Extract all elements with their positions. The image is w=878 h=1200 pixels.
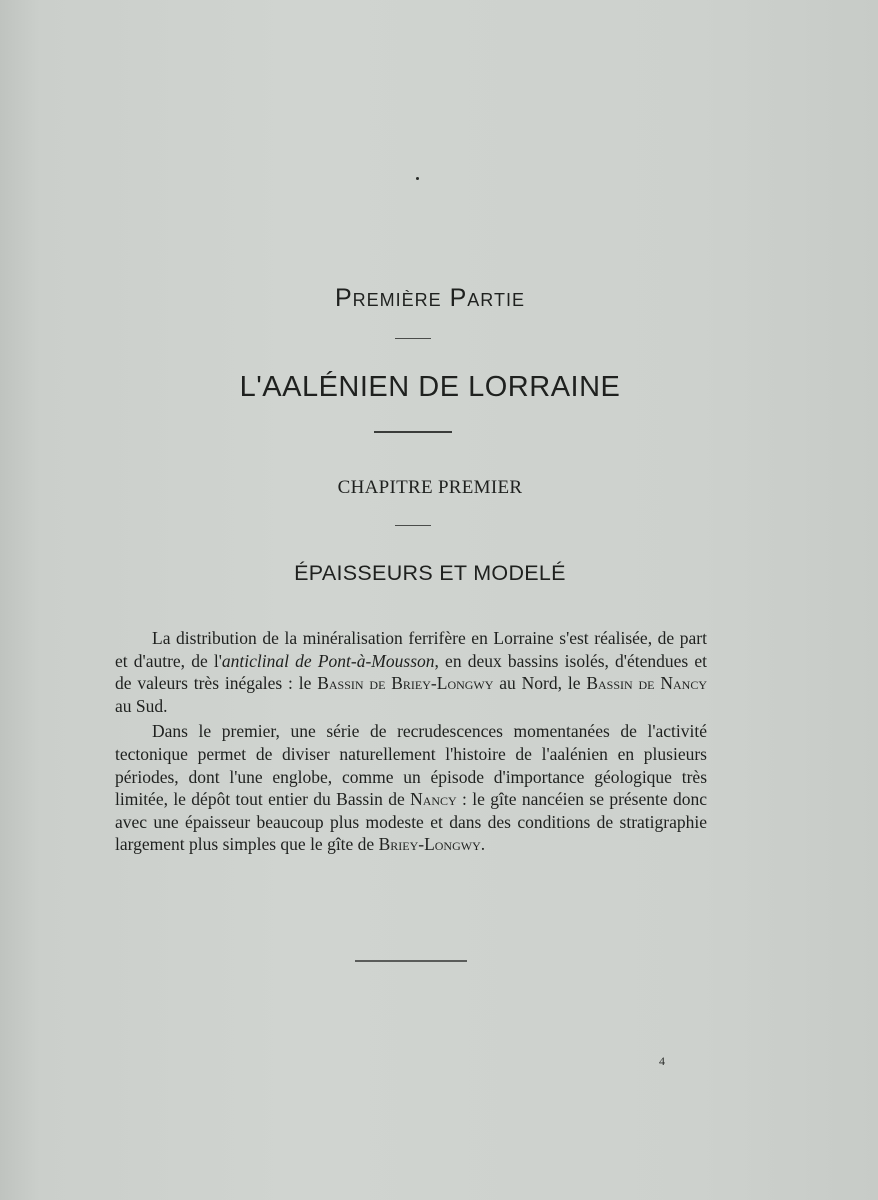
basin-name: Bassin de Briey-Longwy <box>317 673 494 694</box>
text-run: au Sud. <box>115 695 168 716</box>
divider-rule <box>395 525 431 526</box>
text-run: , en deux bassins isolés, d'étendues et de valeurs très inégales : le <box>115 650 707 694</box>
text-run: Dans le premier, une série de recrudescences momentanées de l'activité tectonique permet de diviser naturellement l'histoire de l'aalénien en plusieurs périodes, dont l'une englobe, comme un épisode d'importance géologique très limitée, le dépôt tout entier du Bassin de <box>115 721 707 810</box>
chapter-title: CHAPITRE PREMIER <box>337 477 523 498</box>
text-run: . <box>480 834 486 855</box>
paragraph-1 <box>115 627 707 717</box>
ink-dot <box>416 177 419 180</box>
body-text <box>115 627 707 856</box>
italic-term: anticlinal de Pont-à-Mousson <box>221 650 435 671</box>
paragraph-2 <box>115 720 707 856</box>
end-rule <box>355 960 467 962</box>
divider-rule <box>395 338 431 339</box>
basin-name: Bassin de Nancy <box>586 673 707 694</box>
divider-rule <box>374 431 452 433</box>
basin-name: Briey-Longwy <box>378 834 481 855</box>
text-run: : le gîte nancéien se présente donc avec une épaisseur beaucoup plus modeste et dans des conditions de stratigraphie largement plus simples que le gîte de <box>115 789 707 855</box>
text-run: au Nord, le <box>493 673 587 694</box>
text-run: La distribution de la minéralisation ferrifère en Lorraine s'est réalisée, de part et d'autre, de l' <box>115 628 707 671</box>
page-number: 4 <box>659 1054 665 1068</box>
main-title: L'AALÉNIEN DE LORRAINE <box>239 371 621 403</box>
section-title: ÉPAISSEURS ET MODELÉ <box>294 561 566 585</box>
basin-name: Nancy <box>410 789 457 810</box>
part-title: Première Partie <box>335 284 525 312</box>
